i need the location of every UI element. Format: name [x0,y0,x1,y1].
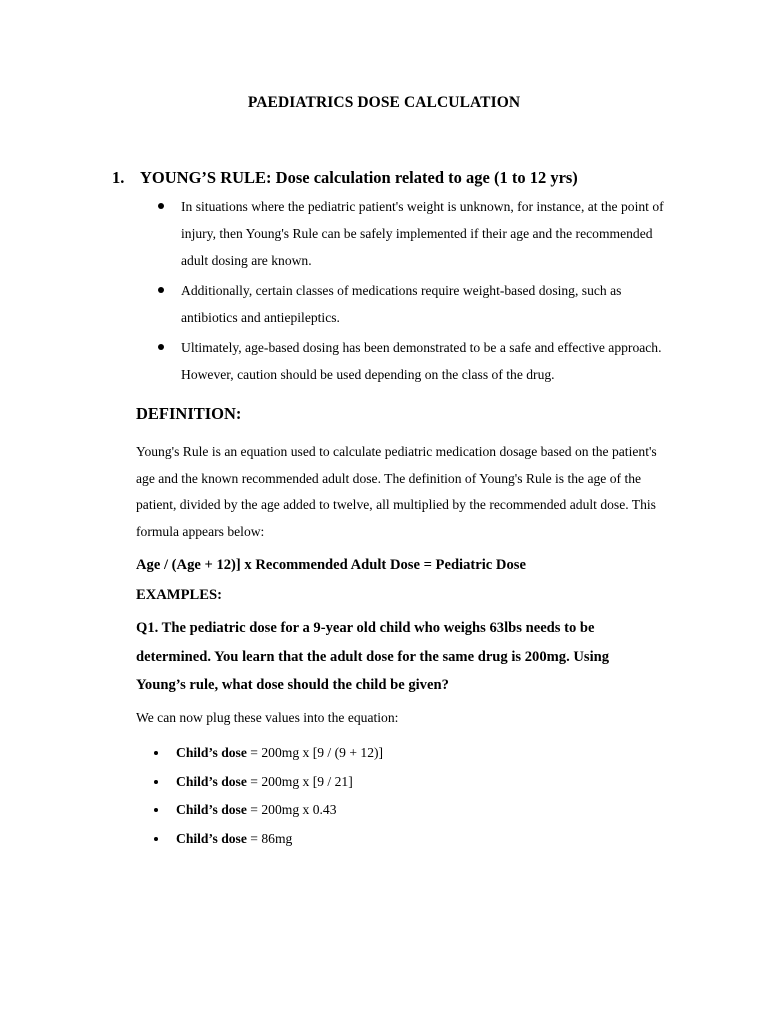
bullet-list [155,193,675,391]
dose-expression: = 200mg x [9 / (9 + 12)] [246,745,384,760]
plug-text: We can now plug these values into the equation: [136,710,399,725]
question-text: Q1. The pediatric dose for a 9-year old child who weighs 63lbs needs to be determined. You learn that the adult dose for the same drug is 200mg. Using Young’s rule, what dose should the child be given? [136,620,610,693]
bullet-icon [154,751,158,755]
page-title: PAEDIATRICS DOSE CALCULATION [247,94,521,111]
dose-label: Child’s dose [176,745,247,760]
formula-line: Age / (Age + 12)] x Recommended Adult Dose = Pediatric Dose [136,557,526,573]
calculation-step [150,739,383,768]
section-title: YOUNG’S RULE: Dose calculation related to age (1 to 12 yrs) [140,168,578,187]
list-item [155,277,675,331]
bullet-icon [158,287,164,293]
dose-expression: = 86mg [246,831,293,847]
bullet-icon [154,780,158,784]
dose-label: Child’s dose [176,773,247,789]
bullet-text: Ultimately, age-based dosing has been demonstrated to be a safe and effective approach. However, caution should be used depending on the class of the drug. [181,340,662,382]
dose-label: Child’s dose [176,802,247,818]
calculation-step [150,825,383,854]
dose-label: Child’s dose [176,831,247,847]
calculation-list [150,739,383,854]
calculation-step [150,768,383,797]
calculation-step [150,796,383,825]
dose-expression: = 200mg x [9 / 21] [246,773,353,789]
bullet-icon [154,837,158,841]
bullet-icon [158,203,164,209]
definition-heading: DEFINITION: [136,404,242,423]
bullet-icon [154,808,158,812]
definition-paragraph: Young's Rule is an equation used to calculate pediatric medication dosage based on the patient's age and the known recommended adult dose. The definition of Young's Rule is the age of the patient, divided by the age added to twelve, all multiplied by the recommended adult dose. This formula appears below: [136,444,657,539]
list-item [155,193,675,274]
list-item [155,334,675,388]
bullet-text: Additionally, certain classes of medications require weight-based dosing, such as antibiotics and antiepileptics. [181,283,622,325]
bullet-icon [158,344,164,350]
bullet-text: In situations where the pediatric patient's weight is unknown, for instance, at the point of injury, then Young's Rule can be safely implemented if their age and the recommended adult dosing are known. [181,199,664,268]
section-number: 1. [112,168,125,187]
dose-expression: = 200mg x 0.43 [246,802,337,818]
examples-heading: EXAMPLES: [136,587,222,603]
section-heading [112,168,578,188]
